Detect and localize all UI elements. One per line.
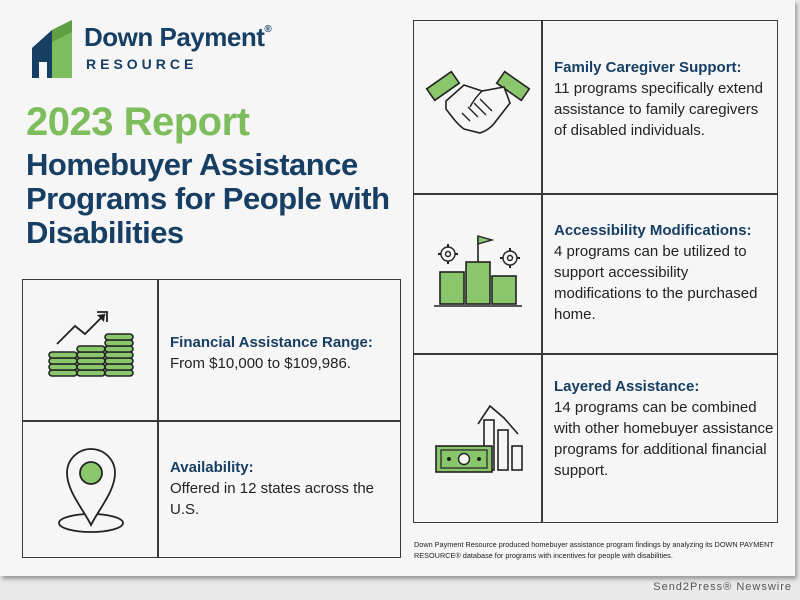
- caregiver-body: 11 programs specifically extend assistance to family caregivers of disabled individuals.: [554, 80, 763, 139]
- availability-icon-cell: [22, 420, 159, 558]
- availability-text-cell: [157, 420, 401, 558]
- accessibility-body: 4 programs can be utilized to support accessibility modifications to the purchased home.: [554, 243, 758, 323]
- accessibility-stat: [554, 220, 776, 325]
- financial-heading: Financial Assistance Range:: [170, 334, 373, 351]
- report-year: 2023 Report: [26, 100, 250, 144]
- financial-body: From $10,000 to $109,986.: [170, 355, 351, 372]
- financial-icon-cell: [22, 279, 159, 422]
- logo: [28, 20, 328, 80]
- caregiver-stat: [554, 57, 774, 141]
- brand-subtitle: RESOURCE: [86, 56, 198, 72]
- availability-body: Offered in 12 states across the U.S.: [170, 480, 375, 518]
- report-title: Homebuyer Assistance Programs for People with Disabilities: [26, 147, 390, 250]
- financial-stat: [170, 332, 395, 374]
- coin-stacks-icon: [23, 280, 157, 420]
- caregiver-text-cell: [541, 20, 778, 195]
- layered-icon-cell: [413, 353, 543, 523]
- accessibility-heading: Accessibility Modifications:: [554, 222, 752, 239]
- brand-name: Down Payment®: [84, 22, 272, 52]
- caregiver-icon-cell: [413, 20, 543, 195]
- caregiver-heading: Family Caregiver Support:: [554, 59, 742, 76]
- accessibility-icon-cell: [413, 193, 543, 355]
- house-logo-icon: [28, 20, 82, 80]
- layered-body: 14 programs can be combined with other homebuyer assistance programs for additional financial support.: [554, 399, 774, 479]
- watermark: Send2Press® Newswire: [653, 581, 792, 593]
- podium-gears-icon: [414, 194, 541, 353]
- availability-stat: [170, 457, 395, 520]
- financial-text-cell: [157, 279, 401, 422]
- layered-heading: Layered Assistance:: [554, 378, 700, 395]
- handshake-icon: [414, 21, 541, 193]
- footer-note: Down Payment Resource produced homebuyer assistance program findings by analyzing its DOWN PAYMENT RESOURCE® database for programs with incentives for people with disabilities.: [414, 540, 774, 560]
- availability-heading: Availability:: [170, 459, 254, 476]
- accessibility-text-cell: [541, 193, 778, 355]
- cash-chart-icon: [414, 354, 541, 521]
- layered-stat: [554, 376, 776, 481]
- layered-text-cell: [541, 353, 778, 523]
- location-pin-icon: [23, 421, 157, 556]
